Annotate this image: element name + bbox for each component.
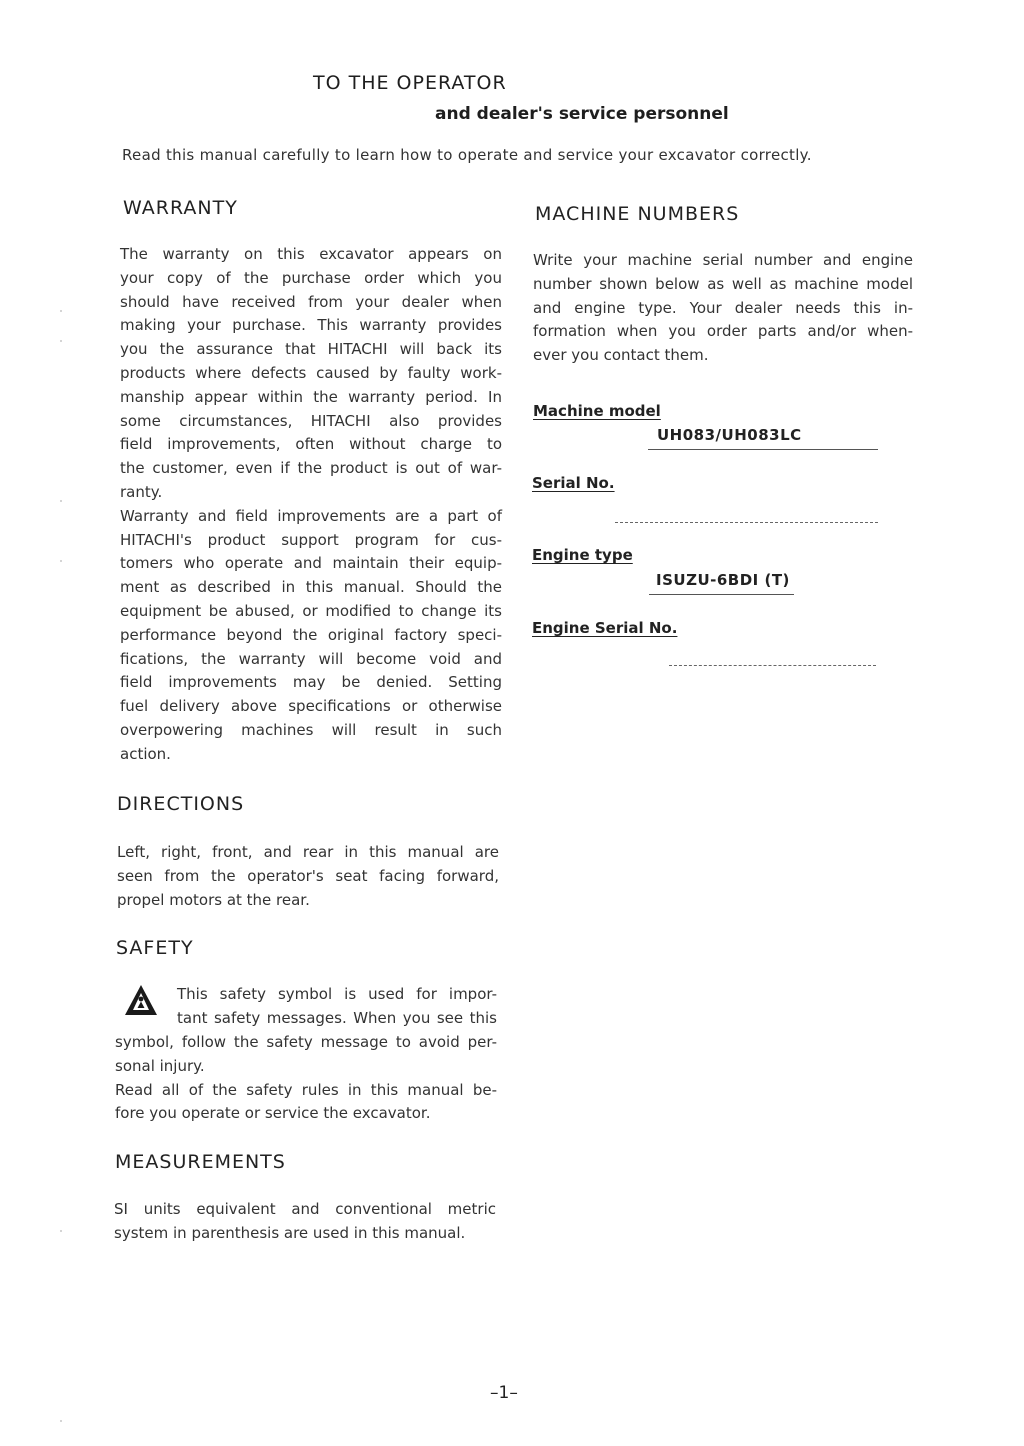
warranty-line: fications, the warranty will become void and — [120, 649, 502, 668]
machine-numbers-line: and engine type. Your dealer needs this in- — [533, 298, 913, 317]
scan-speck — [60, 340, 62, 342]
machine-numbers-line: Write your machine serial number and engine — [533, 251, 913, 269]
machine-model-line — [648, 449, 878, 450]
directions-line: Left, right, front, and rear in this manual are — [117, 843, 499, 861]
engine-type-value: ISUZU-6BDI (T) — [656, 571, 790, 589]
safety-line: symbol, follow the safety message to avoid per- — [115, 1033, 497, 1051]
warranty-line: you the assurance that HITACHI will back its — [120, 340, 502, 359]
measurements-line: system in parenthesis are used in this manual. — [114, 1223, 466, 1242]
machine-numbers-line: number shown below as well as machine model — [533, 274, 913, 293]
intro-text: Read this manual carefully to learn how to operate and service your excavator correctly. — [122, 146, 812, 164]
machine-model-value: UH083/UH083LC — [657, 426, 802, 444]
warranty-line: equipment be abused, or modified to change its — [120, 601, 502, 620]
scan-speck — [60, 500, 62, 502]
directions-line: propel motors at the rear. — [117, 890, 310, 909]
machine-numbers-text — [533, 249, 913, 368]
safety-heading: SAFETY — [116, 937, 194, 959]
warranty-line: action. — [120, 744, 171, 763]
warranty-line: fuel delivery above specifications or otherwise — [120, 697, 502, 716]
warranty-heading: WARRANTY — [123, 197, 238, 219]
scan-speck — [60, 310, 62, 312]
warranty-line: your copy of the purchase order which you — [120, 268, 502, 287]
safety-line: Read all of the safety rules in this manual be- — [115, 1080, 497, 1099]
warranty-line: HITACHI's product support program for cus- — [120, 530, 502, 549]
warranty-line: field improvements, often without charge to — [120, 435, 502, 454]
page-number: –1– — [490, 1383, 518, 1403]
measurements-line: SI units equivalent and conventional metric — [114, 1200, 496, 1218]
safety-text-indented — [177, 983, 497, 1031]
serial-number-label: Serial No. — [532, 474, 615, 492]
safety-text — [115, 1031, 497, 1126]
safety-line: sonal injury. — [115, 1056, 205, 1075]
safety-line: fore you operate or service the excavator. — [115, 1104, 431, 1123]
safety-line: This safety symbol is used for impor- — [177, 985, 497, 1003]
warranty-line: the customer, even if the product is out of war- — [120, 459, 502, 478]
warranty-line: overpowering machines will result in such — [120, 720, 502, 739]
engine-type-label: Engine type — [532, 546, 633, 564]
warranty-line: some circumstances, HITACHI also provides — [120, 411, 502, 430]
page-title: TO THE OPERATOR — [313, 72, 507, 94]
machine-numbers-line: ever you contact them. — [533, 346, 709, 365]
warranty-line: manship appear within the warranty period. In — [120, 387, 502, 406]
warranty-line: field improvements may be denied. Setting — [120, 673, 502, 692]
warranty-line: Warranty and field improvements are a part of — [120, 506, 502, 525]
measurements-heading: MEASUREMENTS — [115, 1151, 286, 1173]
measurements-text — [114, 1198, 496, 1246]
scan-speck — [60, 1230, 62, 1232]
warranty-text — [120, 243, 502, 767]
engine-serial-label: Engine Serial No. — [532, 619, 678, 637]
machine-numbers-heading: MACHINE NUMBERS — [535, 203, 740, 225]
machine-model-label: Machine model — [533, 402, 661, 420]
directions-line: seen from the operator's seat facing forward, — [117, 866, 499, 885]
safety-line: tant safety messages. When you see this — [177, 1008, 497, 1027]
page-subtitle: and dealer's service personnel — [435, 104, 729, 124]
scan-speck — [60, 1420, 62, 1422]
warranty-line: ment as described in this manual. Should the — [120, 578, 502, 597]
warranty-line: The warranty on this excavator appears on — [120, 245, 502, 263]
warranty-line: should have received from your dealer when — [120, 292, 502, 311]
scan-speck — [60, 560, 62, 562]
machine-numbers-line: formation when you order parts and/or when- — [533, 322, 913, 341]
warranty-line: products where defects caused by faulty work- — [120, 363, 502, 382]
engine-type-line — [649, 594, 794, 595]
directions-text — [117, 841, 499, 912]
engine-serial-line — [669, 665, 876, 666]
directions-heading: DIRECTIONS — [117, 793, 245, 815]
serial-number-line — [615, 522, 878, 523]
warning-triangle-icon — [124, 984, 158, 1016]
warranty-line: performance beyond the original factory speci- — [120, 625, 502, 644]
warranty-line: ranty. — [120, 482, 163, 501]
warranty-line: making your purchase. This warranty provides — [120, 316, 502, 335]
warranty-line: tomers who operate and maintain their equip- — [120, 554, 502, 573]
